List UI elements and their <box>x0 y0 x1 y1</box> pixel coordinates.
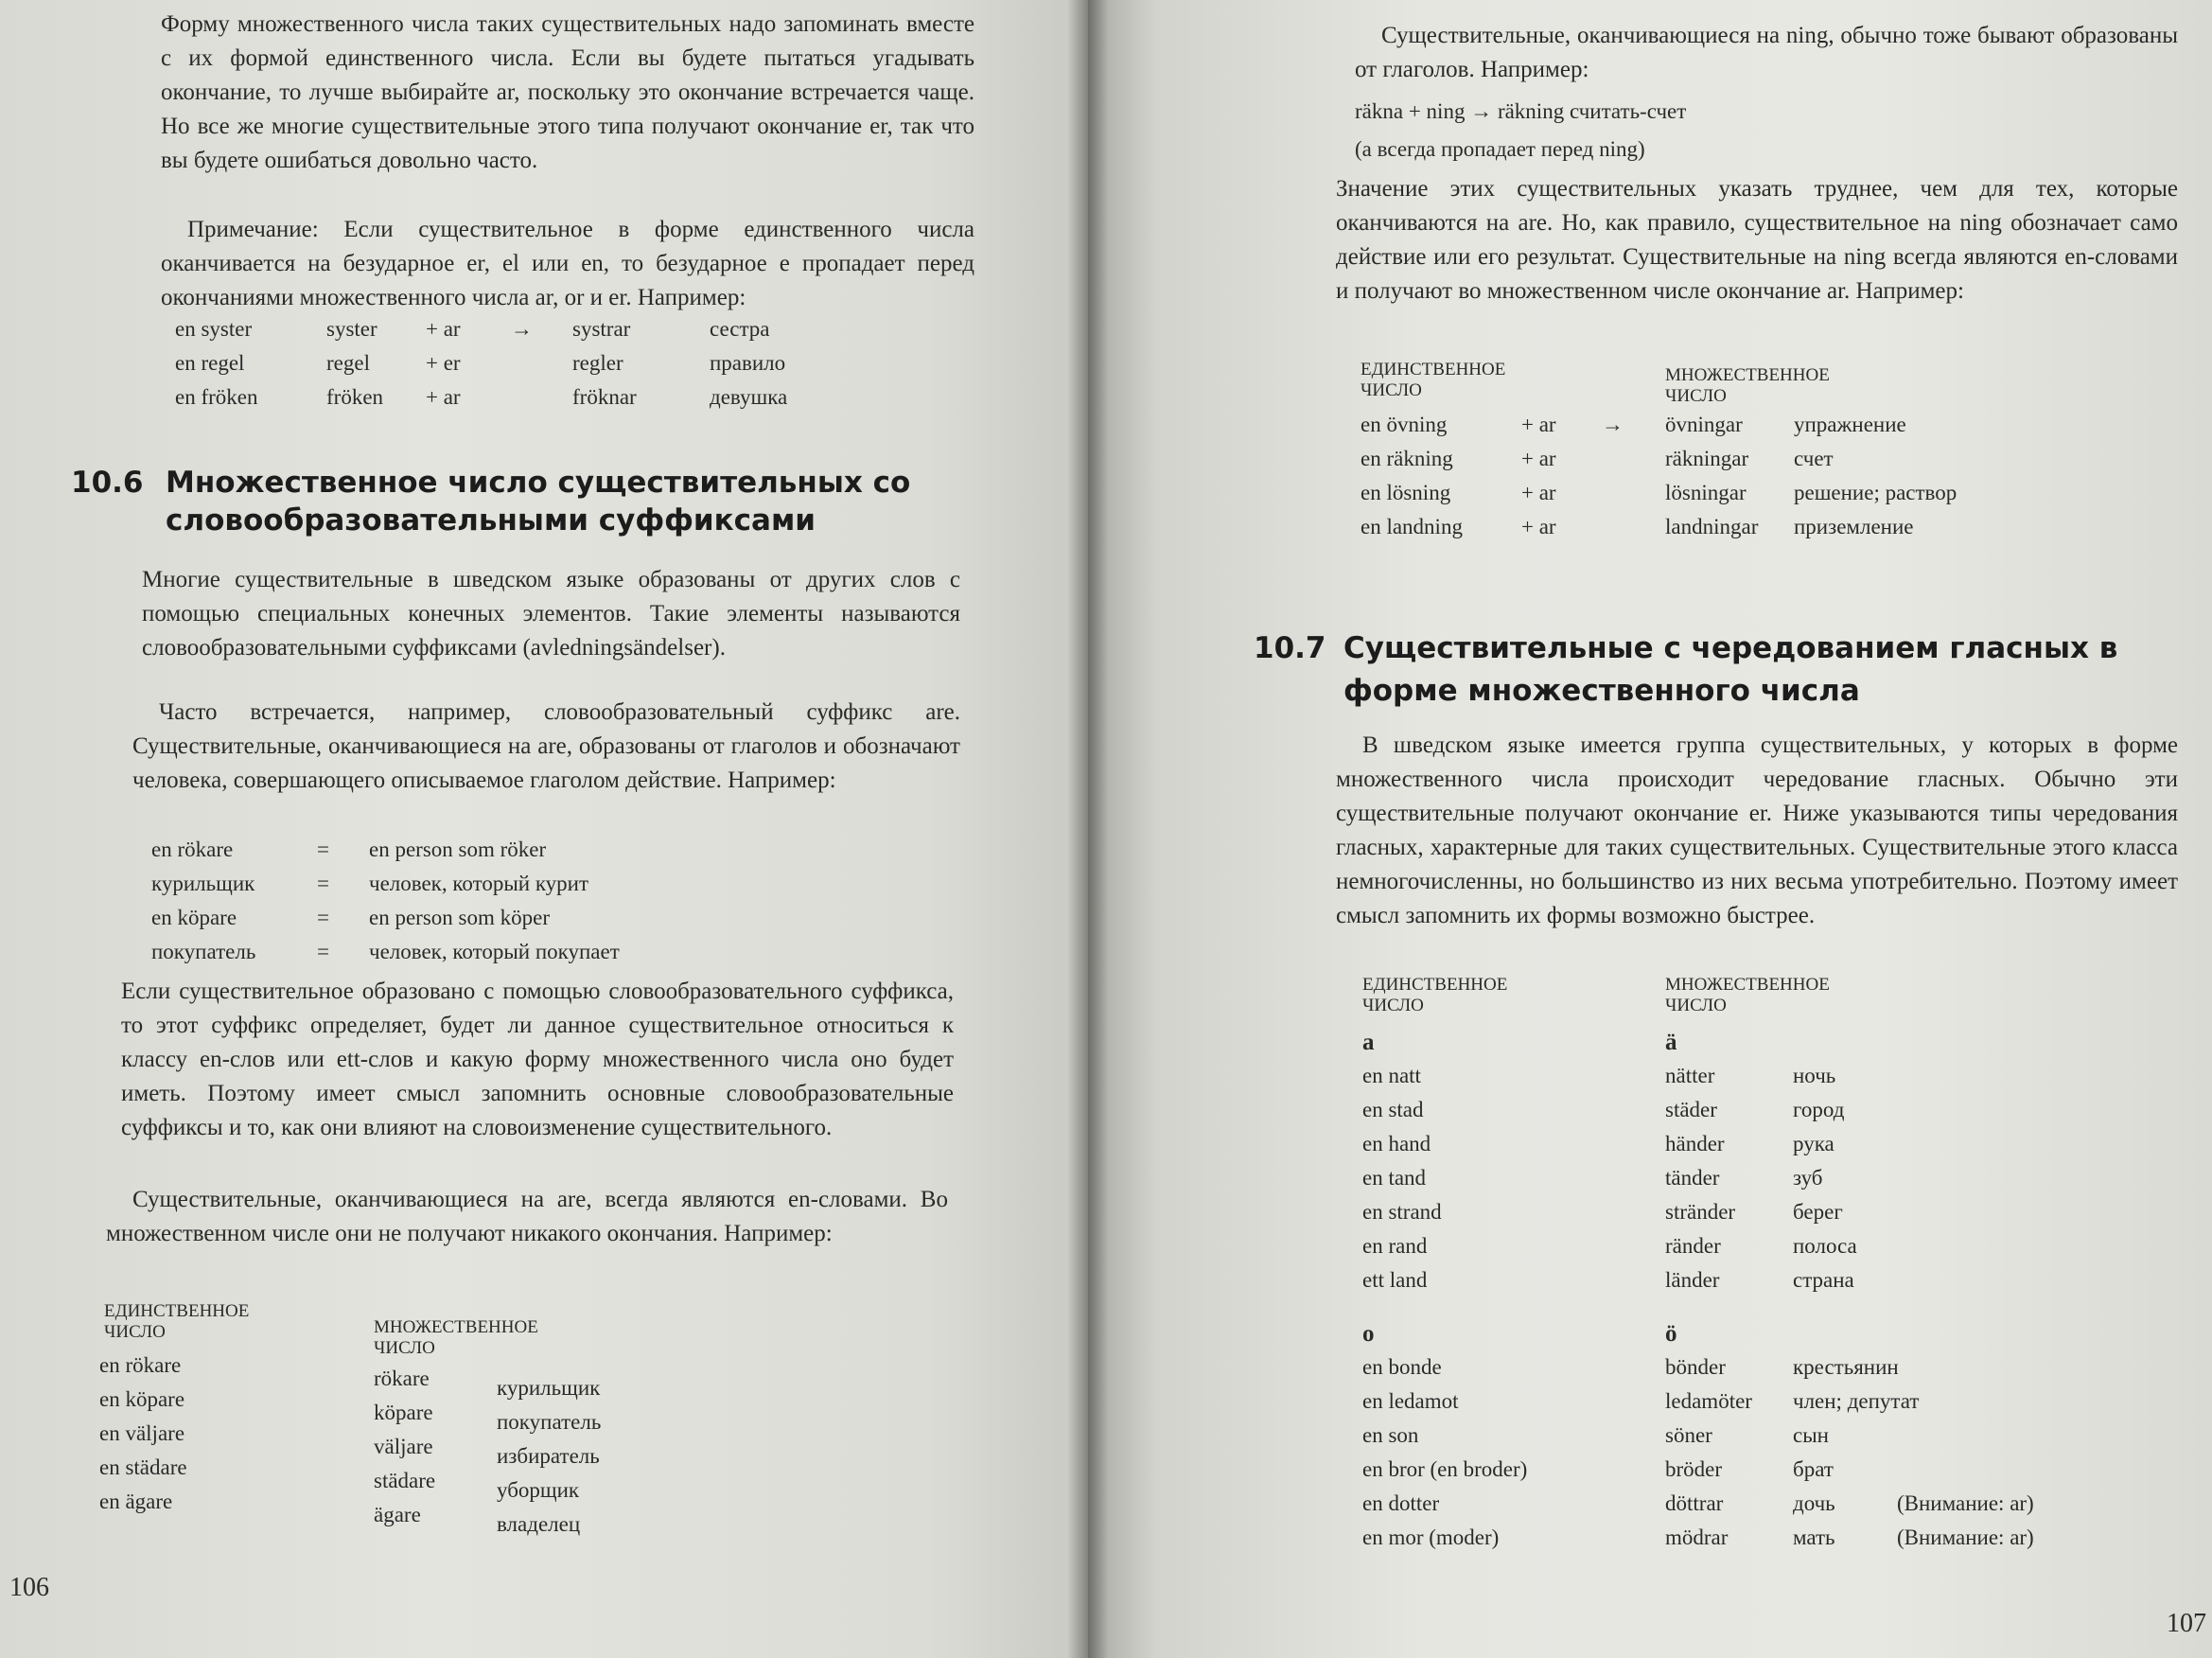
are-words-table <box>99 1353 667 1536</box>
section-number: 10.6 <box>71 466 144 500</box>
section-heading <box>71 464 1017 502</box>
table-row: en stad städer город <box>1362 1098 1845 1121</box>
example-line: räkna + ning → räkning считать-счет <box>1355 99 1687 123</box>
section-heading-line2: форме множественного числа <box>1343 674 1860 708</box>
arrow-icon: → <box>1602 413 1624 436</box>
table-row: en dotter döttrar дочь (Внимание: ar) <box>1362 1491 2034 1515</box>
table-row: ett land länder страна <box>1362 1268 1854 1292</box>
group-header-row: a ä <box>1362 1030 1677 1055</box>
table-row: en räkning + ar räkningar счет <box>1361 447 1834 470</box>
table-row: en övning + ar → övningar упражнение <box>1361 413 1906 436</box>
section-title-line1: Множественное число существительных со <box>166 466 911 500</box>
table-row: en ägare ägare владелец <box>99 1490 581 1536</box>
table-row: en rand ränder полоса <box>1362 1234 1857 1258</box>
paragraph: Примечание: Если существительное в форме единственного числа оканчивается на безударное er, el или en, то безударное e пропадает перед окончаниями множественного числа ar, or и er. Например: <box>161 217 974 310</box>
note: (Внимание: ar) <box>1897 1526 2034 1549</box>
book-gutter <box>1067 0 1109 1658</box>
page-number: 106 <box>9 1573 49 1602</box>
paragraph: Если существительное образовано с помощью словообразовательного суффикса, то этот суффикс определяет, будет ли данное существительное относиться к классу en-слов или ett-слов и какую форму множественного числа оно будет иметь. Поэтому имеет смысл запомнить основные словообразовательные суффиксы и то, как они влияют на словоизменение существительного. <box>121 979 954 1140</box>
paragraph: В шведском языке имеется группа существительных, у которых в форме множественного числа происходит чередование гласных. Обычно эти существительные получают окончание er. Ниже указываются типы чередования гласных, характерные для таких существительных. Существительные этого класса немногочисленны, но большинство из них весьма употребительно. Поэтому имеет смысл запомнить их формы возможно быстрее. <box>1336 732 2178 928</box>
table-row: en son söner сын <box>1362 1423 1829 1447</box>
table-row: покупатель = человек, который покупает <box>151 940 620 963</box>
section-title-line1: Существительные с чередованием гласных в <box>1343 631 2118 665</box>
table-row: en tand tänder зуб <box>1362 1166 1823 1190</box>
table-row: en syster syster + ar → systrar сестра <box>175 317 770 341</box>
paragraph: Существительные, оканчивающиеся на ning, обычно тоже бывают образованы от глаголов. Например: <box>1355 23 2178 82</box>
table-row: en städare städare уборщик <box>99 1455 580 1502</box>
table-row: en väljare väljare избиратель <box>99 1421 600 1468</box>
table-row: en bonde bönder крестьянин <box>1362 1355 1899 1379</box>
column-header-singular: ЕДИНСТВЕННОЕ ЧИСЛО <box>104 1301 250 1342</box>
section-number: 10.7 <box>1254 631 1326 665</box>
spacer <box>1362 1302 2212 1321</box>
column-header-plural: МНОЖЕСТВЕННОЕ ЧИСЛО <box>1665 365 1830 406</box>
note: (Внимание: ar) <box>1897 1491 2034 1515</box>
table-row: en bror (en broder) bröder брат <box>1362 1457 1834 1481</box>
paragraph: Значение этих существительных указать труднее, чем для тех, которые оканчиваются на are. Но, как правило, существительное на ning обозначает само действие или его результат. Существительные на ning всегда являются en-словами и получают во множественном числе окончание ar. Например: <box>1336 176 2178 304</box>
paragraph: Многие существительные в шведском языке образованы от других слов с помощью специальных конечных элементов. Такие элементы называются словообразовательными суффиксами (avledningsändelser). <box>142 567 960 661</box>
table-row: курильщик = человек, который курит <box>151 872 589 895</box>
paragraph: Часто встречается, например, словообразовательный суффикс are. Существительные, оканчивающиеся на are, образованы от глаголов и обозначают человека, совершающего описываемое глаголом действие. Например: <box>132 699 960 793</box>
column-header-plural: МНОЖЕСТВЕННОЕ ЧИСЛО <box>1665 975 1830 1015</box>
table-row: en landning + ar landningar приземление <box>1361 515 1914 538</box>
column-header-plural: МНОЖЕСТВЕННОЕ ЧИСЛО <box>374 1317 538 1358</box>
table-row: en rökare rökare курильщик <box>99 1353 601 1400</box>
table-row: en mor (moder) mödrar мать (Внимание: ar) <box>1362 1526 2034 1549</box>
section-heading-line2: словообразовательными суффиксами <box>166 503 816 538</box>
table-row: en köpare = en person som köper <box>151 906 550 929</box>
definitions-table <box>151 838 814 974</box>
vowel-change-table <box>1362 1030 2212 1560</box>
page-number: 107 <box>2167 1609 2206 1638</box>
left-page <box>0 0 1088 1658</box>
group-header-row: o ö <box>1362 1321 1677 1347</box>
right-page <box>1088 0 2212 1658</box>
column-header-singular: ЕДИНСТВЕННОЕ ЧИСЛО <box>1362 975 1508 1015</box>
example-note: (a всегда пропадает перед ning) <box>1355 137 1645 161</box>
column-header-singular: ЕДИНСТВЕННОЕ ЧИСЛО <box>1361 360 1506 400</box>
table-row: en strand stränder берег <box>1362 1200 1843 1224</box>
section-heading <box>1254 629 2200 667</box>
table-row: en lösning + ar lösningar решение; раствор <box>1361 481 1957 504</box>
table-row: en köpare köpare покупатель <box>99 1387 602 1434</box>
table-row: en fröken fröken + ar fröknar девушка <box>175 385 788 409</box>
paragraph: Существительные, оканчивающиеся на are, всегда являются en-словами. Во множественном числе они не получают никакого окончания. Например: <box>106 1187 948 1246</box>
arrow-icon: → <box>511 317 533 341</box>
table-row: en hand händer рука <box>1362 1132 1835 1155</box>
table-row: en regel regel + er regler правило <box>175 351 786 375</box>
table-row: en rökare = en person som röker <box>151 838 547 861</box>
examples-table <box>175 317 856 419</box>
table-row: en ledamot ledamöter член; депутат <box>1362 1389 1920 1413</box>
paragraph: Форму множественного числа таких существительных надо запоминать вместе с их формой единственного числа. Если вы будете пытаться угадывать окончание, то лучше выбирайте ar, поскольку это окончание встречается чаще. Но все же многие существительные этого типа получают окончание er, так что вы будете ошибаться довольно часто. <box>161 11 974 173</box>
ning-words-table <box>1361 413 2117 549</box>
table-row: en natt nätter ночь <box>1362 1064 1836 1087</box>
